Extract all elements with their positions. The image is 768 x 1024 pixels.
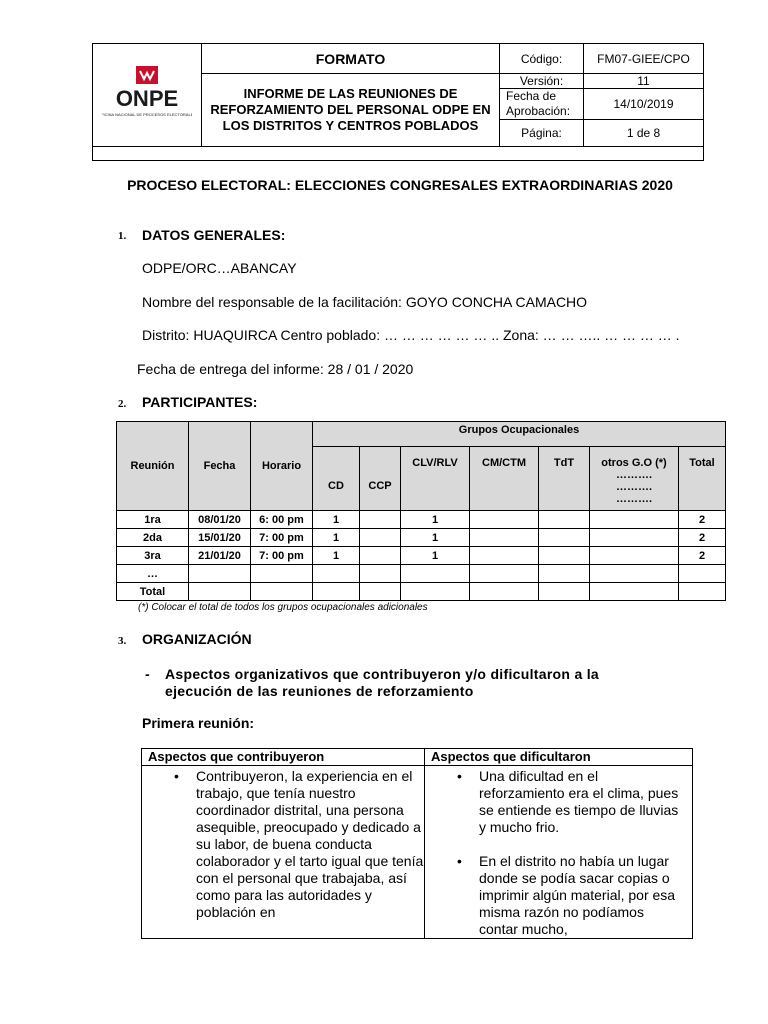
format-subtitle: INFORME DE LAS REUNIONES DE REFORZAMIENTO DEL PERSONAL ODPE EN LOS DISTRITOS Y CENTROS POBLADOS: [202, 74, 500, 147]
cell-fecha: [189, 583, 251, 601]
section2-number: 2.: [118, 398, 127, 410]
section2-title: PARTICIPANTES:: [142, 394, 258, 410]
cell-total: 2: [679, 529, 726, 547]
cell-cm: [470, 529, 539, 547]
section3-title: ORGANIZACIÓN: [142, 631, 252, 647]
distrito-line: Distrito: HUAQUIRCA Centro poblado: … … … … … … .. Zona: … … ….. … … … … .: [142, 327, 680, 343]
col-reunion: Reunión: [117, 422, 189, 511]
codigo-value: FM07-GIEE/CPO: [584, 44, 704, 74]
cell-reunion: 2da: [117, 529, 189, 547]
process-title: PROCESO ELECTORAL: ELECCIONES CONGRESALES EXTRAORDINARIAS 2020: [127, 177, 673, 193]
cell-clv: [401, 583, 470, 601]
cell-fecha: 08/01/20: [189, 511, 251, 529]
section1-number: 1.: [118, 230, 127, 242]
logo-text: ONPE: [115, 85, 179, 111]
cell-tdt: [539, 547, 590, 565]
col-cd: CD: [313, 447, 360, 511]
dific-cell: [425, 766, 693, 939]
col-otros-dots-1: ……….: [615, 469, 653, 481]
cell-total: 2: [679, 511, 726, 529]
fecha-aprobacion-label: Fecha de Aprobación:: [500, 89, 584, 120]
cell-reunion: 1ra: [117, 511, 189, 529]
cell-reunion: 3ra: [117, 547, 189, 565]
document-header: [92, 43, 704, 161]
contrib-item: • Contribuyeron, la experiencia en el trabajo, que tenía nuestro coordinador distrital, una persona asequible, preocupado y dedicado a su labor, de buena conducta colaborador y el tarto igual que tenía con el personal que trabajaba, así como para las autoridades y población en: [142, 768, 424, 921]
cell-horario: 7: 00 pm: [251, 547, 313, 565]
fecha-aprobacion-value: 14/10/2019: [584, 89, 704, 120]
version-label: Versión:: [500, 74, 584, 89]
cell-cd: [313, 583, 360, 601]
table-row-total: [117, 583, 726, 601]
dific-header: Aspectos que dificultaron: [425, 749, 693, 766]
cell-horario: [251, 565, 313, 583]
cell-reunion: Total: [117, 583, 189, 601]
onpe-logo-icon: [102, 62, 192, 124]
cell-reunion: …: [117, 565, 189, 583]
col-otros-label: otros G.O (*): [601, 457, 667, 469]
cell-ccp: [360, 547, 401, 565]
col-ccp: CCP: [360, 447, 401, 511]
cell-ccp: [360, 565, 401, 583]
table-row: [117, 565, 726, 583]
dific-item-1: • Una dificultad en el reforzamiento era el clima, pues se entiende es tiempo de lluvias y mucho frio.: [425, 768, 692, 836]
section3-subtitle: Aspectos organizativos que contribuyeron y/o dificultaron a la ejecución de las reuniones de reforzamiento: [165, 666, 600, 699]
cell-clv: 1: [401, 511, 470, 529]
cell-cm: [470, 583, 539, 601]
version-value: 11: [584, 74, 704, 89]
contrib-cell: [142, 766, 425, 939]
cell-otros: [590, 565, 679, 583]
cell-otros: [590, 547, 679, 565]
dific-item-2: • En el distrito no había un lugar donde se podía sacar copias o imprimir algún material, por esa misma razón no podíamos contar mucho,: [425, 853, 692, 938]
cell-cd: 1: [313, 529, 360, 547]
table-row: [117, 511, 726, 529]
cell-tdt: [539, 529, 590, 547]
cell-cd: 1: [313, 547, 360, 565]
cell-clv: 1: [401, 529, 470, 547]
participants-footnote: (*) Colocar el total de todos los grupos ocupacionales adicionales: [138, 602, 428, 613]
fecha-entrega-line: Fecha de entrega del informe: 28 / 01 / 2020: [137, 361, 414, 377]
pagina-label: Página:: [500, 120, 584, 147]
cell-clv: 1: [401, 547, 470, 565]
col-clv: CLV/RLV: [401, 447, 470, 511]
col-otros-dots-2: ……….: [615, 481, 653, 493]
cell-ccp: [360, 529, 401, 547]
section3-number: 3.: [118, 635, 127, 647]
group-header: Grupos Ocupacionales: [313, 422, 726, 447]
cell-cm: [470, 565, 539, 583]
contrib-header: Aspectos que contribuyeron: [142, 749, 425, 766]
pagina-value: 1 de 8: [584, 120, 704, 147]
cell-cd: 1: [313, 511, 360, 529]
section1-title: DATOS GENERALES:: [142, 227, 286, 243]
format-title: FORMATO: [202, 44, 500, 74]
cell-cm: [470, 511, 539, 529]
cell-horario: 6: 00 pm: [251, 511, 313, 529]
responsable-line: Nombre del responsable de la facilitación: GOYO CONCHA CAMACHO: [142, 294, 588, 310]
logo-subtext: OFICINA NACIONAL DE PROCESOS ELECTORALES: [102, 111, 192, 117]
cell-total: 2: [679, 547, 726, 565]
col-total: Total: [679, 447, 726, 511]
header-empty-row: [93, 147, 704, 161]
col-otros: [590, 447, 679, 511]
logo-cell: [93, 44, 202, 147]
odpe-line: ODPE/ORC…ABANCAY: [142, 260, 297, 276]
cell-clv: [401, 565, 470, 583]
col-fecha: Fecha: [189, 422, 251, 511]
cell-tdt: [539, 583, 590, 601]
col-horario: Horario: [251, 422, 313, 511]
cell-tdt: [539, 565, 590, 583]
cell-horario: [251, 583, 313, 601]
cell-fecha: 21/01/20: [189, 547, 251, 565]
cell-otros: [590, 511, 679, 529]
cell-otros: [590, 529, 679, 547]
participants-table: [116, 421, 726, 601]
cell-otros: [590, 583, 679, 601]
cell-tdt: [539, 511, 590, 529]
subtitle-dash: -: [145, 666, 150, 682]
primera-reunion-label: Primera reunión:: [142, 715, 255, 731]
cell-total: [679, 583, 726, 601]
table-row: [117, 529, 726, 547]
cell-cd: [313, 565, 360, 583]
col-cm: CM/CTM: [470, 447, 539, 511]
codigo-label: Código:: [500, 44, 584, 74]
cell-total: [679, 565, 726, 583]
col-otros-dots-3: ……….: [615, 493, 653, 505]
table-row: [117, 547, 726, 565]
cell-ccp: [360, 583, 401, 601]
cell-cm: [470, 547, 539, 565]
cell-ccp: [360, 511, 401, 529]
aspects-table: [141, 748, 693, 939]
col-tdt: TdT: [539, 447, 590, 511]
cell-horario: 7: 00 pm: [251, 529, 313, 547]
cell-fecha: 15/01/20: [189, 529, 251, 547]
cell-fecha: [189, 565, 251, 583]
